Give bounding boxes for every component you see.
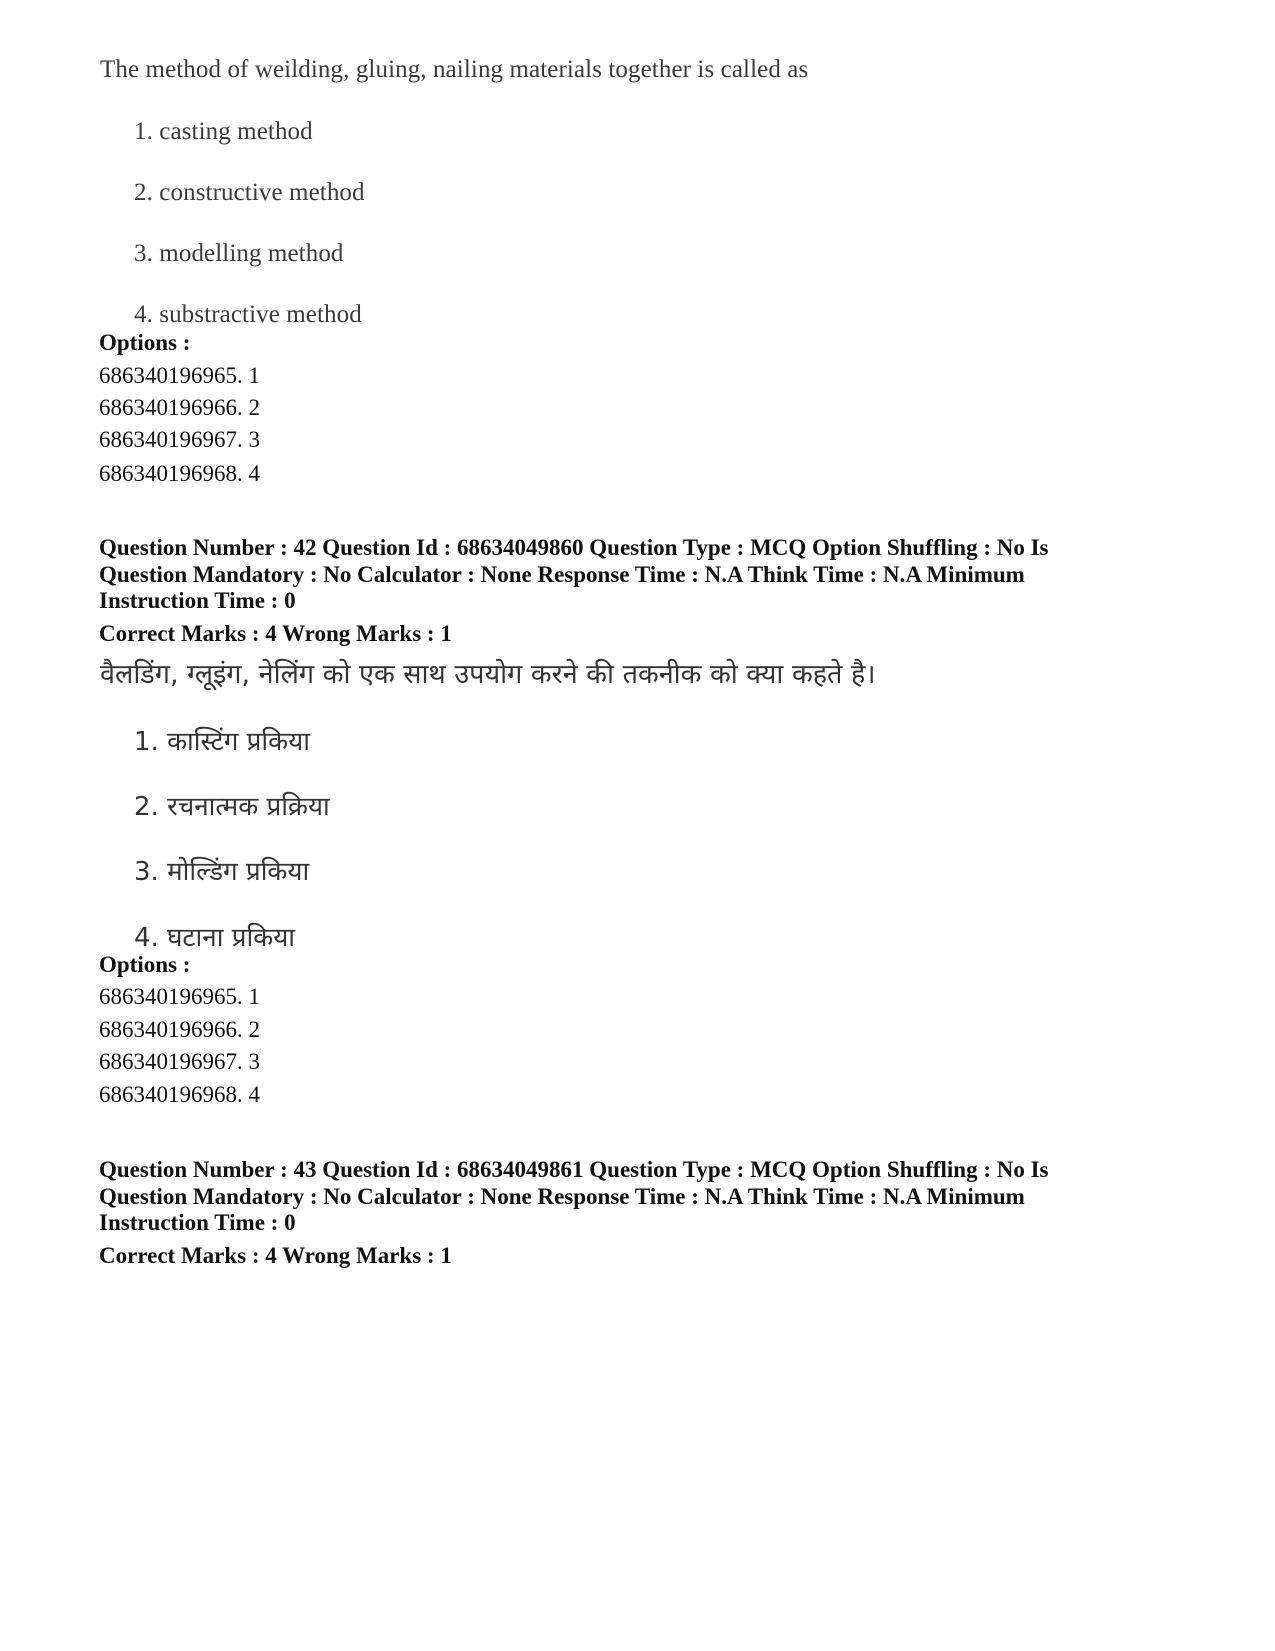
option-id: 686340196966. 2 [99, 1017, 260, 1042]
option-id: 686340196968. 4 [99, 1082, 260, 1107]
question-meta: Instruction Time : 0 [99, 1210, 296, 1235]
question-text-hindi: वैलडिंग, ग्लूइंग, नेलिंग को एक साथ उपयोग करने की तकनीक को क्या कहते है। [100, 659, 876, 690]
marks-line: Correct Marks : 4 Wrong Marks : 1 [99, 1243, 452, 1268]
option-id: 686340196967. 3 [99, 1049, 260, 1074]
question-meta: Question Mandatory : No Calculator : None Response Time : N.A Think Time : N.A Minimum [99, 562, 1025, 587]
marks-line: Correct Marks : 4 Wrong Marks : 1 [99, 621, 452, 646]
question-meta: Question Number : 42 Question Id : 68634049860 Question Type : MCQ Option Shuffling : No Is [99, 535, 1049, 560]
option-id: 686340196965. 1 [99, 363, 260, 388]
answer-choice: 1. casting method [134, 118, 313, 145]
answer-choice: 2. constructive method [134, 179, 365, 206]
answer-choice: 1. कास्टिंग प्रकिया [134, 727, 310, 757]
answer-choice: 4. घटाना प्रकिया [134, 923, 296, 953]
question-meta: Instruction Time : 0 [99, 588, 296, 613]
options-label: Options : [99, 952, 191, 977]
answer-choice: 3. मोल्डिंग प्रकिया [134, 857, 310, 887]
answer-choice: 2. रचनात्मक प्रक्रिया [134, 792, 330, 822]
question-text: The method of weilding, gluing, nailing materials together is called as [100, 56, 809, 83]
question-meta: Question Mandatory : No Calculator : None Response Time : N.A Think Time : N.A Minimum [99, 1184, 1025, 1209]
question-meta: Question Number : 43 Question Id : 68634049861 Question Type : MCQ Option Shuffling : No Is [99, 1157, 1049, 1182]
answer-choice: 4. substractive method [134, 301, 362, 328]
option-id: 686340196968. 4 [99, 461, 260, 486]
option-id: 686340196965. 1 [99, 984, 260, 1009]
options-label: Options : [99, 330, 191, 355]
option-id: 686340196967. 3 [99, 427, 260, 452]
answer-choice: 3. modelling method [134, 240, 344, 267]
option-id: 686340196966. 2 [99, 395, 260, 420]
